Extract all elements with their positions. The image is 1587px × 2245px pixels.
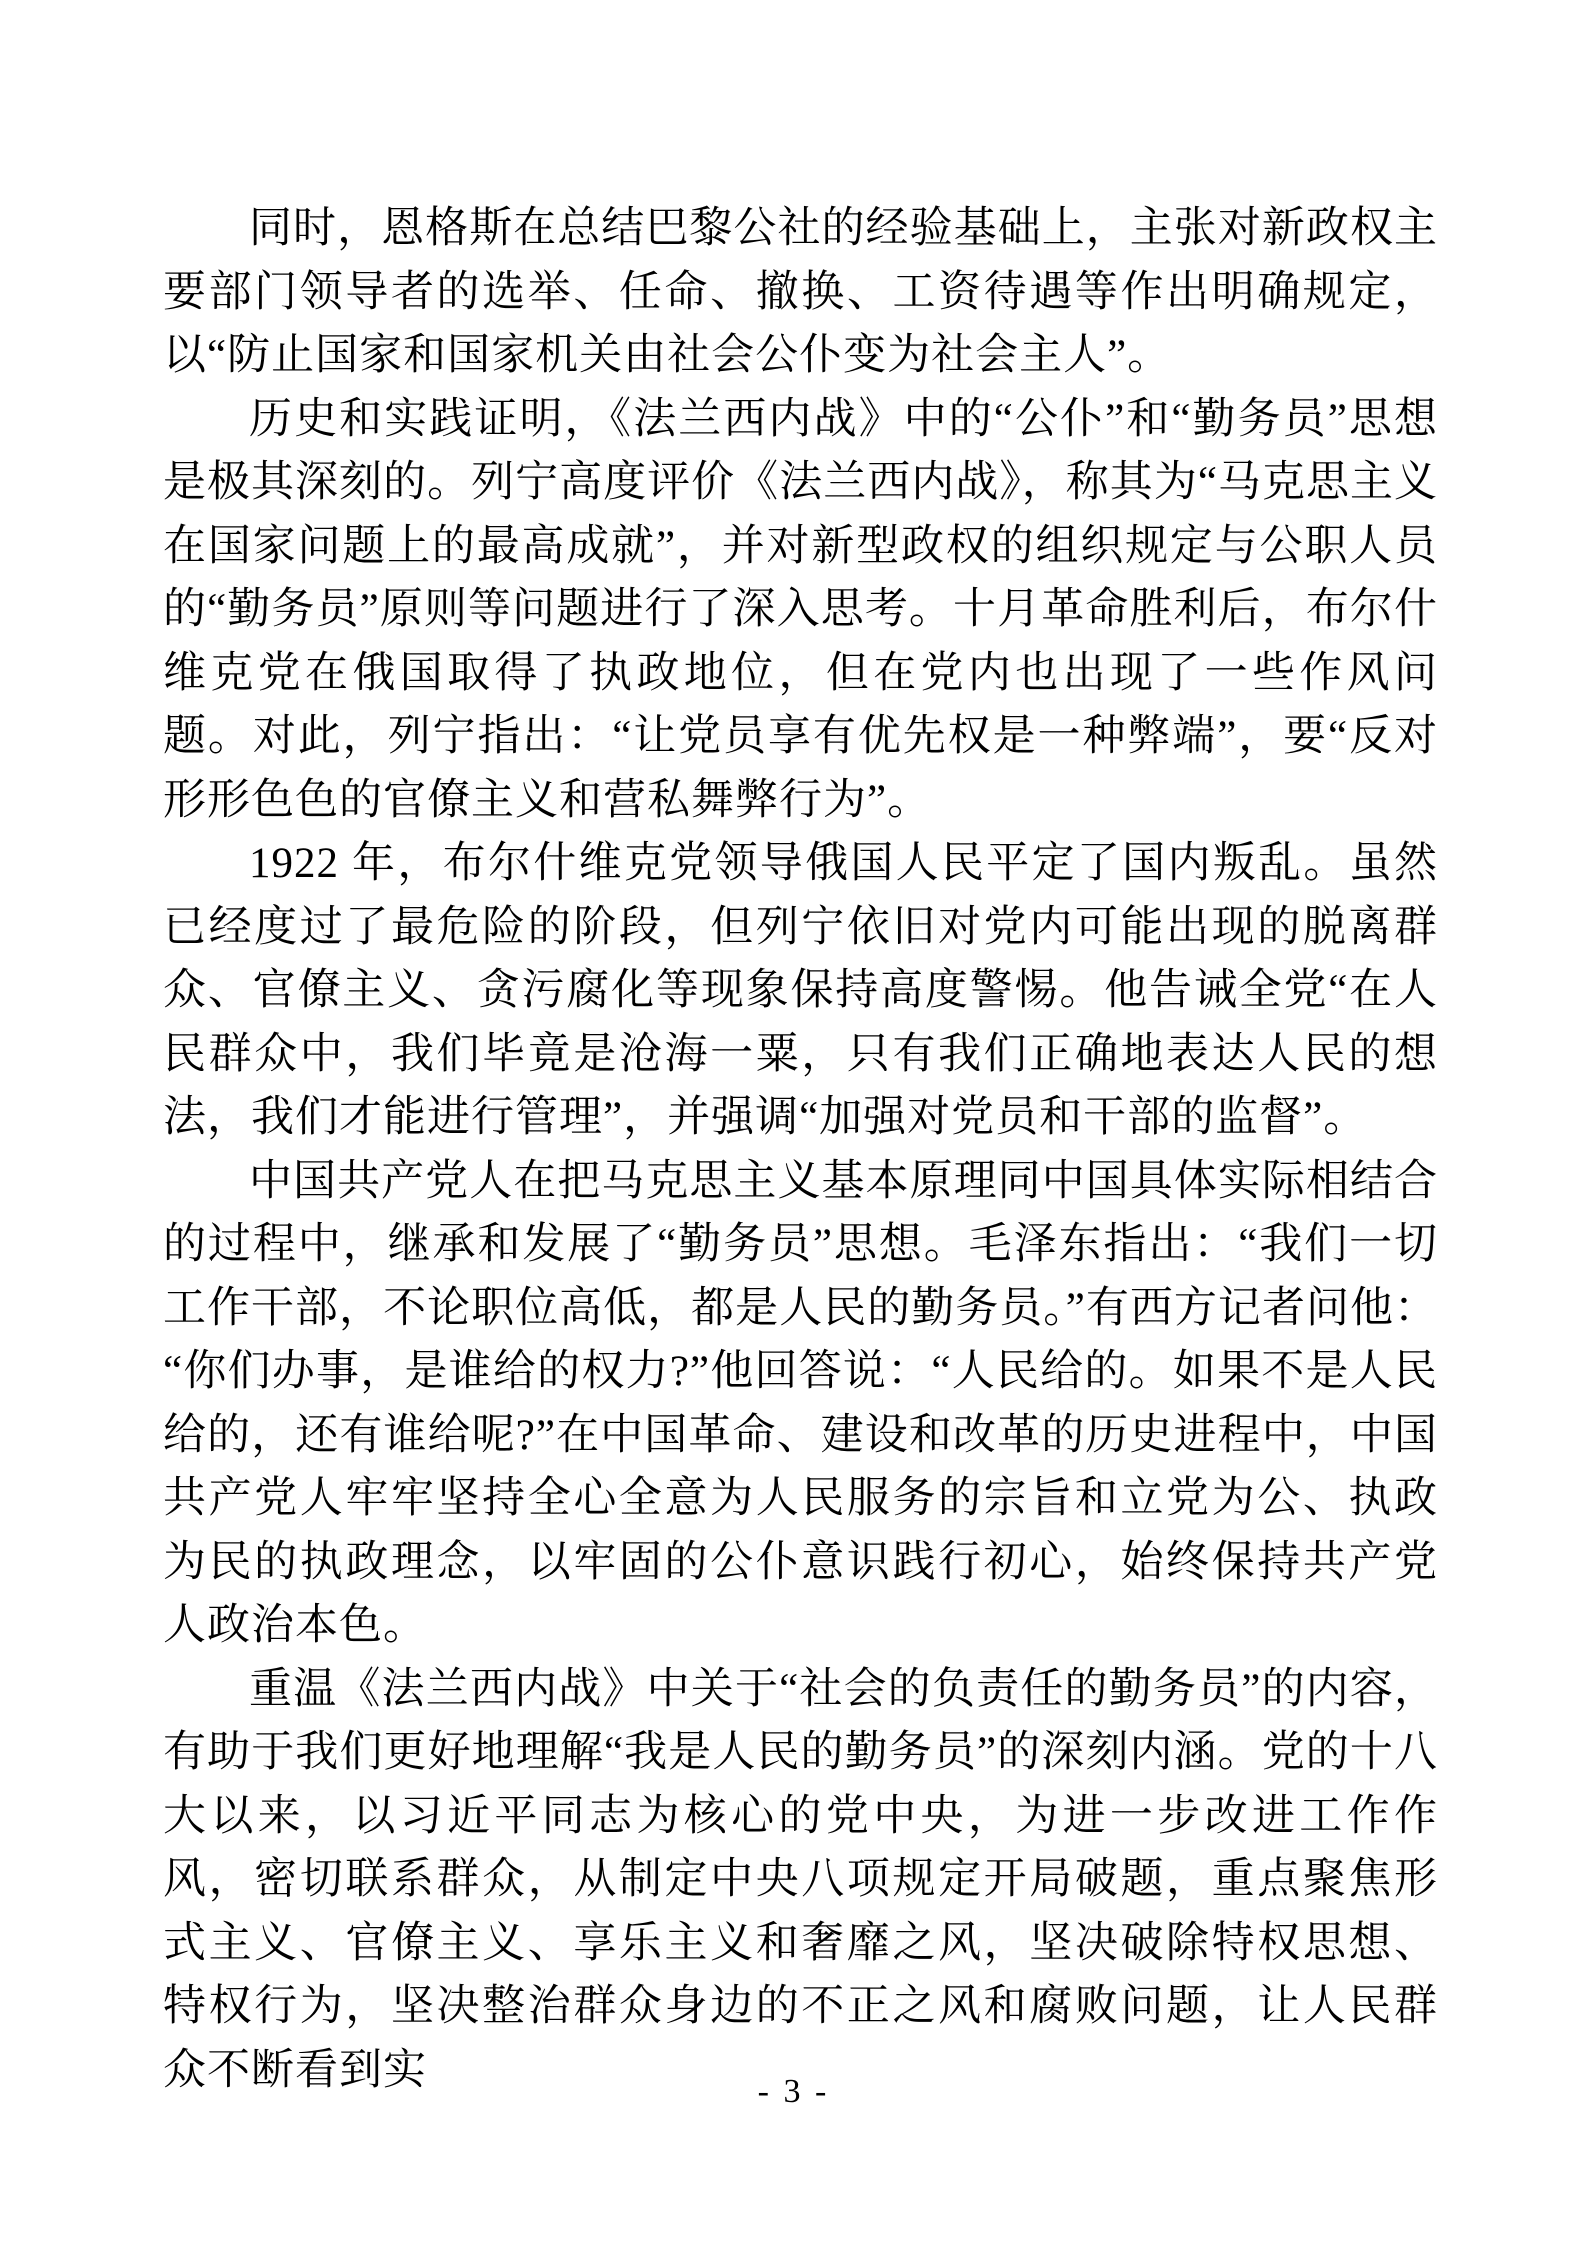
document-body: [163, 197, 1438, 2102]
paragraph-cpc-inheritance: 中国共产党人在把马克思主义基本原理同中国具体实际相结合的过程中，继承和发展了“勤务员”思想。毛泽东指出：“我们一切工作干部，不论职位高低，都是人民的勤务员。”有西方记者问他：“你们办事，是谁给的权力?”他回答说：“人民给的。如果不是人民给的，还有谁给呢?”在中国革命、建设和改革的历史进程中，中国共产党人牢牢坚持全心全意为人民服务的宗旨和立党为公、执政为民的执政理念，以牢固的公仆意识践行初心，始终保持共产党人政治本色。: [163, 1157, 1438, 1649]
paragraph-engels-regulations: 同时，恩格斯在总结巴黎公社的经验基础上，主张对新政权主要部门领导者的选举、任命、撤换、工资待遇等作出明确规定，以“防止国家和国家机关由社会公仆变为社会主人”。: [163, 205, 1438, 379]
paragraph-lenin-evaluation: 历史和实践证明，《法兰西内战》中的“公仆”和“勤务员”思想是极其深刻的。列宁高度评价《法兰西内战》，称其为“马克思主义在国家问题上的最高成就”，并对新型政权的组织规定与公职人员的“勤务员”原则等问题进行了深入思考。十月革命胜利后，布尔什维克党在俄国取得了执政地位，但在党内也出现了一些作风问题。对此，列宁指出：“让党员享有优先权是一种弊端”，要“反对形形色色的官僚主义和营私舞弊行为”。: [163, 395, 1438, 824]
paragraph-revisiting-civil-war: 重温《法兰西内战》中关于“社会的负责任的勤务员”的内容，有助于我们更好地理解“我是人民的勤务员”的深刻内涵。党的十八大以来，以习近平同志为核心的党中央，为进一步改进工作作风，密切联系群众，从制定中央八项规定开局破题，重点聚焦形式主义、官僚主义、享乐主义和奢靡之风，坚决破除特权思想、特权行为，坚决整治群众身边的不正之风和腐败问题，让人民群众不断看到实: [163, 1665, 1438, 2094]
paragraph-1922-vigilance: 1922 年，布尔什维克党领导俄国人民平定了国内叛乱。虽然已经度过了最危险的阶段，但列宁依旧对党内可能出现的脱离群众、官僚主义、贪污腐化等现象保持高度警惕。他告诫全党“在人民群众中，我们毕竟是沧海一粟，只有我们正确地表达人民的想法，我们才能进行管理”，并强调“加强对党员和干部的监督”。: [163, 840, 1438, 1141]
page-footer: [0, 2072, 1587, 2112]
page-number: - 3 -: [757, 2073, 830, 2110]
